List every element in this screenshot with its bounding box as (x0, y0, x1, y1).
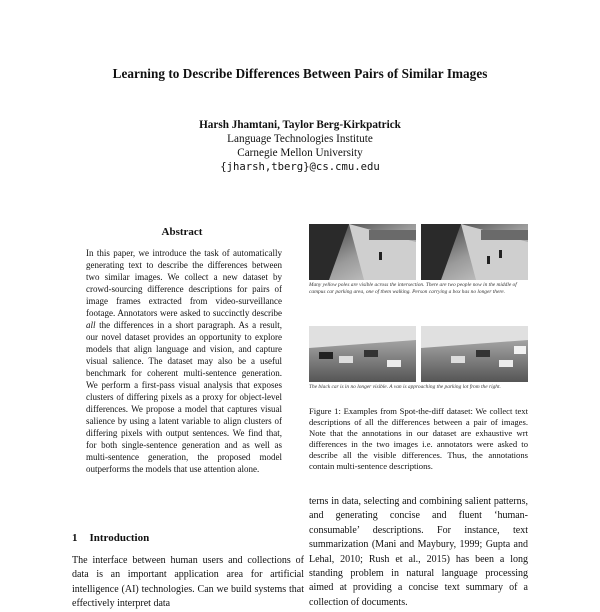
section-number: 1 (72, 532, 78, 544)
section-title: Introduction (89, 532, 150, 544)
introduction-text: The interface between human users and collections of data is an important application area for artificial intelligence (AI) technologies. Can we build systems that effectively interpret data (72, 555, 304, 610)
figure-1-images (309, 222, 528, 394)
abstract-text-part-2: the differences in a short paragraph. As a result, our novel dataset provides an opportunity to explore models that align language and vision, and capture visual salience. The dataset may also be a useful benchmark for coherent multi-sentence generation. We perform a first-pass visual analysis that exposes clusters of differing pixels as a proxy for object-level differences. We propose a model that captures visual salience by using a latent variable to align clusters of differing pixels with output sentences. We find that, for both single-sentence generation and as well as multi-sentence generation, the proposed model outperforms the models that use attention alone. (86, 320, 282, 474)
figure-panel-2-caption: The black car is in no longer visible. A van is approaching the parking lot from the right. (309, 384, 501, 390)
section-heading-introduction (72, 532, 302, 544)
frame-top-left (309, 224, 416, 280)
figure-panel-1-caption: Many yellow poles are visible across the intersection. There are two people now in the middle of campus car parking area, one of them walking. Person carrying a box has no longer there. (309, 282, 517, 295)
affiliation-university: Carnegie Mellon University (237, 147, 363, 159)
abstract-text-part-1: In this paper, we introduce the task of automatically generating text to describe the differences between two similar images. We collect a new dataset by crowd-sourcing difference descriptions for pairs of image frames extracted from video-surveillance footage. Annotators were asked to succinctly describe (86, 248, 282, 318)
figure-image-grid (309, 222, 528, 394)
affiliation-institute: Language Technologies Institute (227, 133, 373, 145)
abstract-text (86, 247, 282, 475)
frame-bottom-right (421, 326, 528, 382)
figure-1-caption: Figure 1: Examples from Spot-the-diff dataset: We collect text descriptions of all the differences between a pair of images. Note that the annotations in our dataset are exhaustive wrt differences in the two images i.e. annotators were asked to describe all the visible differences. Thus, the annotations contain multi-sentence descriptions. (309, 406, 528, 471)
author-email: {jharsh,tberg}@cs.cmu.edu (220, 161, 380, 173)
frame-top-right (421, 224, 528, 280)
author-names: Harsh Jhamtani, Taylor Berg-Kirkpatrick (199, 119, 401, 131)
paper-title: Learning to Describe Differences Between Pairs of Similar Images (112, 66, 488, 81)
abstract-heading: Abstract (161, 226, 203, 238)
author-block (0, 118, 600, 174)
frame-bottom-left (309, 326, 416, 382)
right-column-text: terns in data, selecting and combining salient patterns, and generating concise and fluent ‘human-consumable’ descriptions. For instance, text summarization (Mani and Maybury, 1999; Gupta and Lehal, 2010; Rush et al., 2015) has been a long standing problem in natural language processing aimed at providing a concise text summary of a collection of documents. (309, 496, 528, 608)
abstract-emphasis: all (86, 320, 96, 330)
